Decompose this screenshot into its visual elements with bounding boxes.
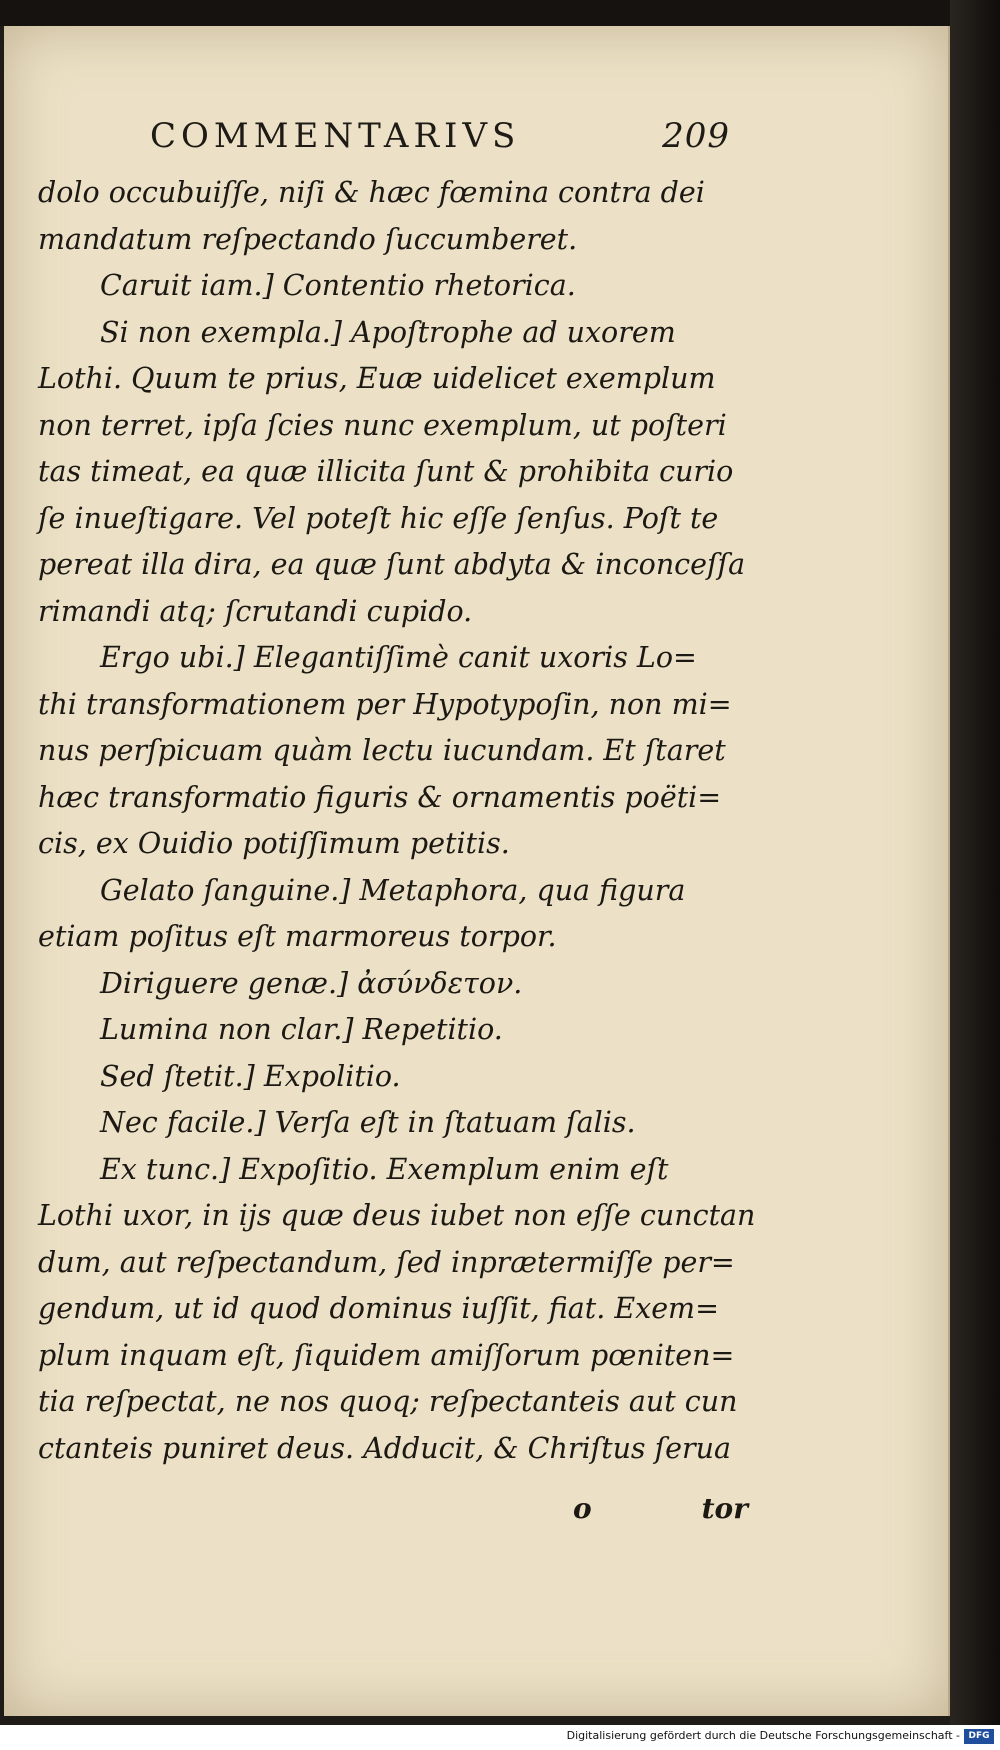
scan-top-border bbox=[0, 0, 1000, 26]
text-line: Gelato ſanguine.] Metaphora, qua figura bbox=[100, 873, 686, 907]
text-line: Lumina non clar.] Repetitio. bbox=[100, 1013, 503, 1046]
text-line: Caruit iam.] Contentio rhetorica. bbox=[100, 269, 576, 302]
text-line: ſe inueſtigare. Vel poteſt hic eſſe ſenſus. Poſt te bbox=[38, 501, 719, 535]
funding-note: Digitalisierung gefördert durch die Deutsche Forschungsgemeinschaft - bbox=[566, 1729, 960, 1742]
text-line: thi transformationem per Hypotypoſin, non mi= bbox=[38, 687, 732, 721]
text-line: Nec facile.] Verſa eſt in ſtatuam ſalis. bbox=[100, 1106, 636, 1139]
text-line: Lothi. Quum te prius, Euæ uidelicet exemplum bbox=[38, 362, 716, 395]
body-text bbox=[38, 170, 758, 1472]
text-line: Lothi uxor, in ijs quæ deus iubet non eſſe cunctan bbox=[38, 1199, 756, 1232]
text-line: cis, ex Ouidio potiſſimum petitis. bbox=[38, 827, 510, 860]
text-line: tas timeat, ea quæ illicita ſunt & prohibita curio bbox=[38, 455, 734, 488]
dfg-logo: DFG bbox=[964, 1729, 994, 1744]
text-line: mandatum reſpectando ſuccumberet. bbox=[38, 222, 578, 256]
scan-right-border bbox=[950, 0, 1000, 1750]
signature-mark: o bbox=[573, 1492, 592, 1525]
text-line: rimandi atq; ſcrutandi cupido. bbox=[38, 594, 473, 628]
text-line: dum, aut reſpectandum, ſed inprætermiſſe per= bbox=[38, 1245, 735, 1279]
text-line: tia reſpectat, ne nos quoq; reſpectanteis aut cun bbox=[38, 1385, 738, 1418]
text-line: pereat illa dira, ea quæ ſunt abdyta & inconceſſa bbox=[38, 548, 746, 581]
digitization-footer bbox=[0, 1725, 1000, 1750]
text-line: etiam poſitus eſt marmoreus torpor. bbox=[38, 920, 557, 953]
text-line: Ex tunc.] Expoſitio. Exemplum enim eſt bbox=[100, 1152, 669, 1186]
text-line: Diriguere genæ.] ἀσύνδετον. bbox=[100, 966, 523, 1000]
page-footer-marks bbox=[38, 1492, 748, 1538]
running-header bbox=[150, 116, 730, 164]
text-line: non terret, ipſa ſcies nunc exemplum, ut poſteri bbox=[38, 408, 727, 442]
page-number: 209 bbox=[662, 116, 730, 156]
text-line: plum inquam eſt, ſiquidem amiſſorum pœniten= bbox=[38, 1338, 735, 1372]
text-line: Si non exempla.] Apoſtrophe ad uxorem bbox=[100, 315, 676, 349]
catchword: tor bbox=[701, 1492, 748, 1525]
text-line: Ergo ubi.] Elegantiſſimè canit uxoris Lo= bbox=[100, 641, 697, 674]
text-line: hæc transformatio figuris & ornamentis poëti= bbox=[38, 780, 722, 814]
text-line: Sed ſtetit.] Expolitio. bbox=[100, 1059, 401, 1093]
text-line: nus perſpicuam quàm lectu iucundam. Et ſtaret bbox=[38, 734, 726, 767]
text-line: gendum, ut id quod dominus iuſſit, fiat. Exem= bbox=[38, 1292, 719, 1325]
text-line: dolo occubuiſſe, niſi & hæc fœmina contra dei bbox=[38, 176, 705, 209]
text-line: ctanteis puniret deus. Adducit, & Chriſtus ſerua bbox=[38, 1431, 731, 1465]
running-title: COMMENTARIVS bbox=[150, 116, 521, 156]
